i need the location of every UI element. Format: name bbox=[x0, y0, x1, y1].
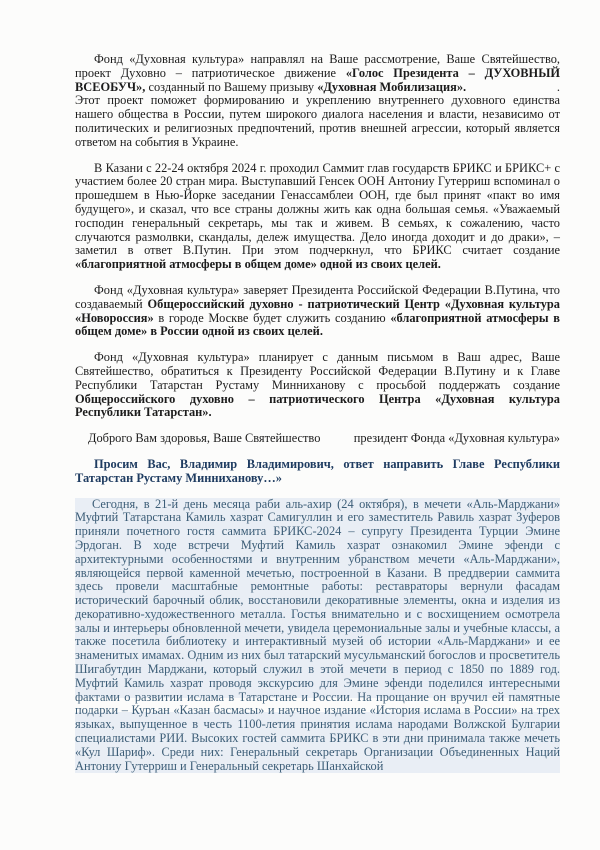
text-run: Фонд «Духовная культура» заверяет Президента Российской Федерации В.Путина, что создаваемый bbox=[75, 282, 560, 311]
paragraph-project-intro bbox=[75, 53, 560, 94]
text-run: В Казани с 22-24 октября 2024 г. проходил Саммит глав государств БРИКС и БРИКС+ с участием более 20 стран мира. Выступавший Генсек ООН Антониу Гутерриш вспоминал о прошедшем в Нью-Йорке заседании Генассамблеи ООН, где был принят «пакт во имя будущего», и сказал, что все страны должны жить как одна большая семья. «Уважаемый господин генеральный секретарь, мы так и живем. В семьях, к сожалению, часто случаются размолвки, скандалы, дележ имущества. Дело иногда доходит и до драки», – заметил в ответ В.Путин. При этом подчеркнул, что БРИКС считает создание bbox=[75, 160, 560, 258]
paragraph-novorossiya-center bbox=[75, 284, 560, 339]
text-run: в городе Москве будет служить созданию bbox=[153, 310, 391, 325]
text-run: Этот проект поможет формированию и укреплению внутреннего духовного единства нашего общества в России, путем широкого диалога населения и власти, независимо от политических и религиозных предпочтений, против внешней агрессии, который является ответом на события в Украине. bbox=[75, 93, 560, 149]
paragraph-tatarstan-center bbox=[75, 351, 560, 420]
stray-period: . bbox=[556, 79, 560, 94]
text-run: Фонд «Духовная культура» направлял на Ваше рассмотрение, Ваше Святейшество, проект Духовно – патриотическое движение bbox=[75, 52, 560, 80]
paragraph-project-continuation bbox=[75, 94, 560, 149]
paragraph-brics-summit bbox=[75, 162, 560, 272]
paragraph-news-highlighted bbox=[75, 498, 560, 774]
text-run: созданный по Вашему призыву bbox=[145, 79, 318, 94]
signoff-line bbox=[75, 432, 560, 446]
signoff-greeting: Доброго Вам здоровья, Ваше Святейшество bbox=[88, 431, 321, 446]
text-run-bold-mobilization: «Духовная Мобилизация». bbox=[317, 79, 467, 94]
signoff-signature: президент Фонда «Духовная культура» bbox=[353, 431, 560, 446]
text-run-bold-request: Просим Вас, Владимир Владимирович, ответ направить Главе Республики Татарстан Рустаму Минниханову…» bbox=[75, 456, 560, 485]
text-run-bold-movement-title: «Голос Президента – ДУХОВНЫЙ ВСЕОБУЧ», bbox=[75, 65, 560, 94]
text-run-bold-atmosphere-quote: «благоприятной атмосферы в общем доме» одной из своих целей. bbox=[75, 257, 441, 272]
text-run: Фонд «Духовная культура» планирует с данным письмом в Ваш адрес, Ваше Святейшество, обратиться к Президенту Российской Федерации В.Путину и к Главе Республики Татарстан Рустаму Минниханову с просьбой поддержать создание bbox=[75, 350, 560, 392]
text-run-bold-tatarstan-center-title: Общероссийского духовно – патриотического Центра «Духовная культура Республики Татарстан». bbox=[75, 391, 560, 420]
text-run-bold-goal: «благоприятной атмосферы в общем доме» в России одной из своих целей. bbox=[75, 310, 560, 339]
text-run-news: Сегодня, в 21-й день месяца раби аль-ахир (24 октября), в мечети «Аль-Марджани» Муфтий Татарстана Камиль хазрат Самигуллин и его заместитель Равиль хазрат Зуферов приняли почетного гостя саммита БРИКС-2024 – супругу Президента Турции Эмине Эрдоган. В ходе встречи Муфтий Камиль хазрат ознакомил Эмине эфенди с архитектурными особенностями и внутренним убранством мечети «Аль-Марджани», являющейся первой каменной мечетью, построенной в Казани. В преддверии саммита здесь провели масштабные ремонтные работы: реставраторы вернули фасадам исторический барочный облик, восстановили декоративные элементы, окна и изделия из декоративно-художественного металла. Гостья внимательно и с восхищением осмотрела залы и интерьеры обновленной мечети, увидела церемониальные залы и учебные классы, а также посетила библиотеку и интерактивный музей об истории «Аль-Марджани» и ее знаменитых имамах. Одним из них был татарский мусульманский богослов и просветитель Шигабутдин Марджани, который служил в этой мечети в период с 1850 по 1889 год. Муфтий Камиль хазрат проводя экскурсию для Эмине эфенди поделился интересными фактами о развитии ислама в Татарстане и России. На прощание он вручил ей памятные подарки – Куръан «Казан басмасы» и научное издание «История ислама в России» на трех языках, выпущенное в честь 1100-летия принятия ислама народами Волжской Булгарии специалистами РИИ. Высоких гостей саммита БРИКС в эти дни принимала также мечеть «Кул Шариф». Среди них: Генеральный секретарь Организации Объединенных Наций Антониу Гутерриш и Генеральный секретарь Шанхайской bbox=[75, 496, 560, 773]
paragraph-request-to-president bbox=[75, 458, 560, 486]
text-run-bold-center-title: Общероссийский духовно - патриотический Центр «Духовная культура «Новороссия» bbox=[75, 296, 560, 325]
